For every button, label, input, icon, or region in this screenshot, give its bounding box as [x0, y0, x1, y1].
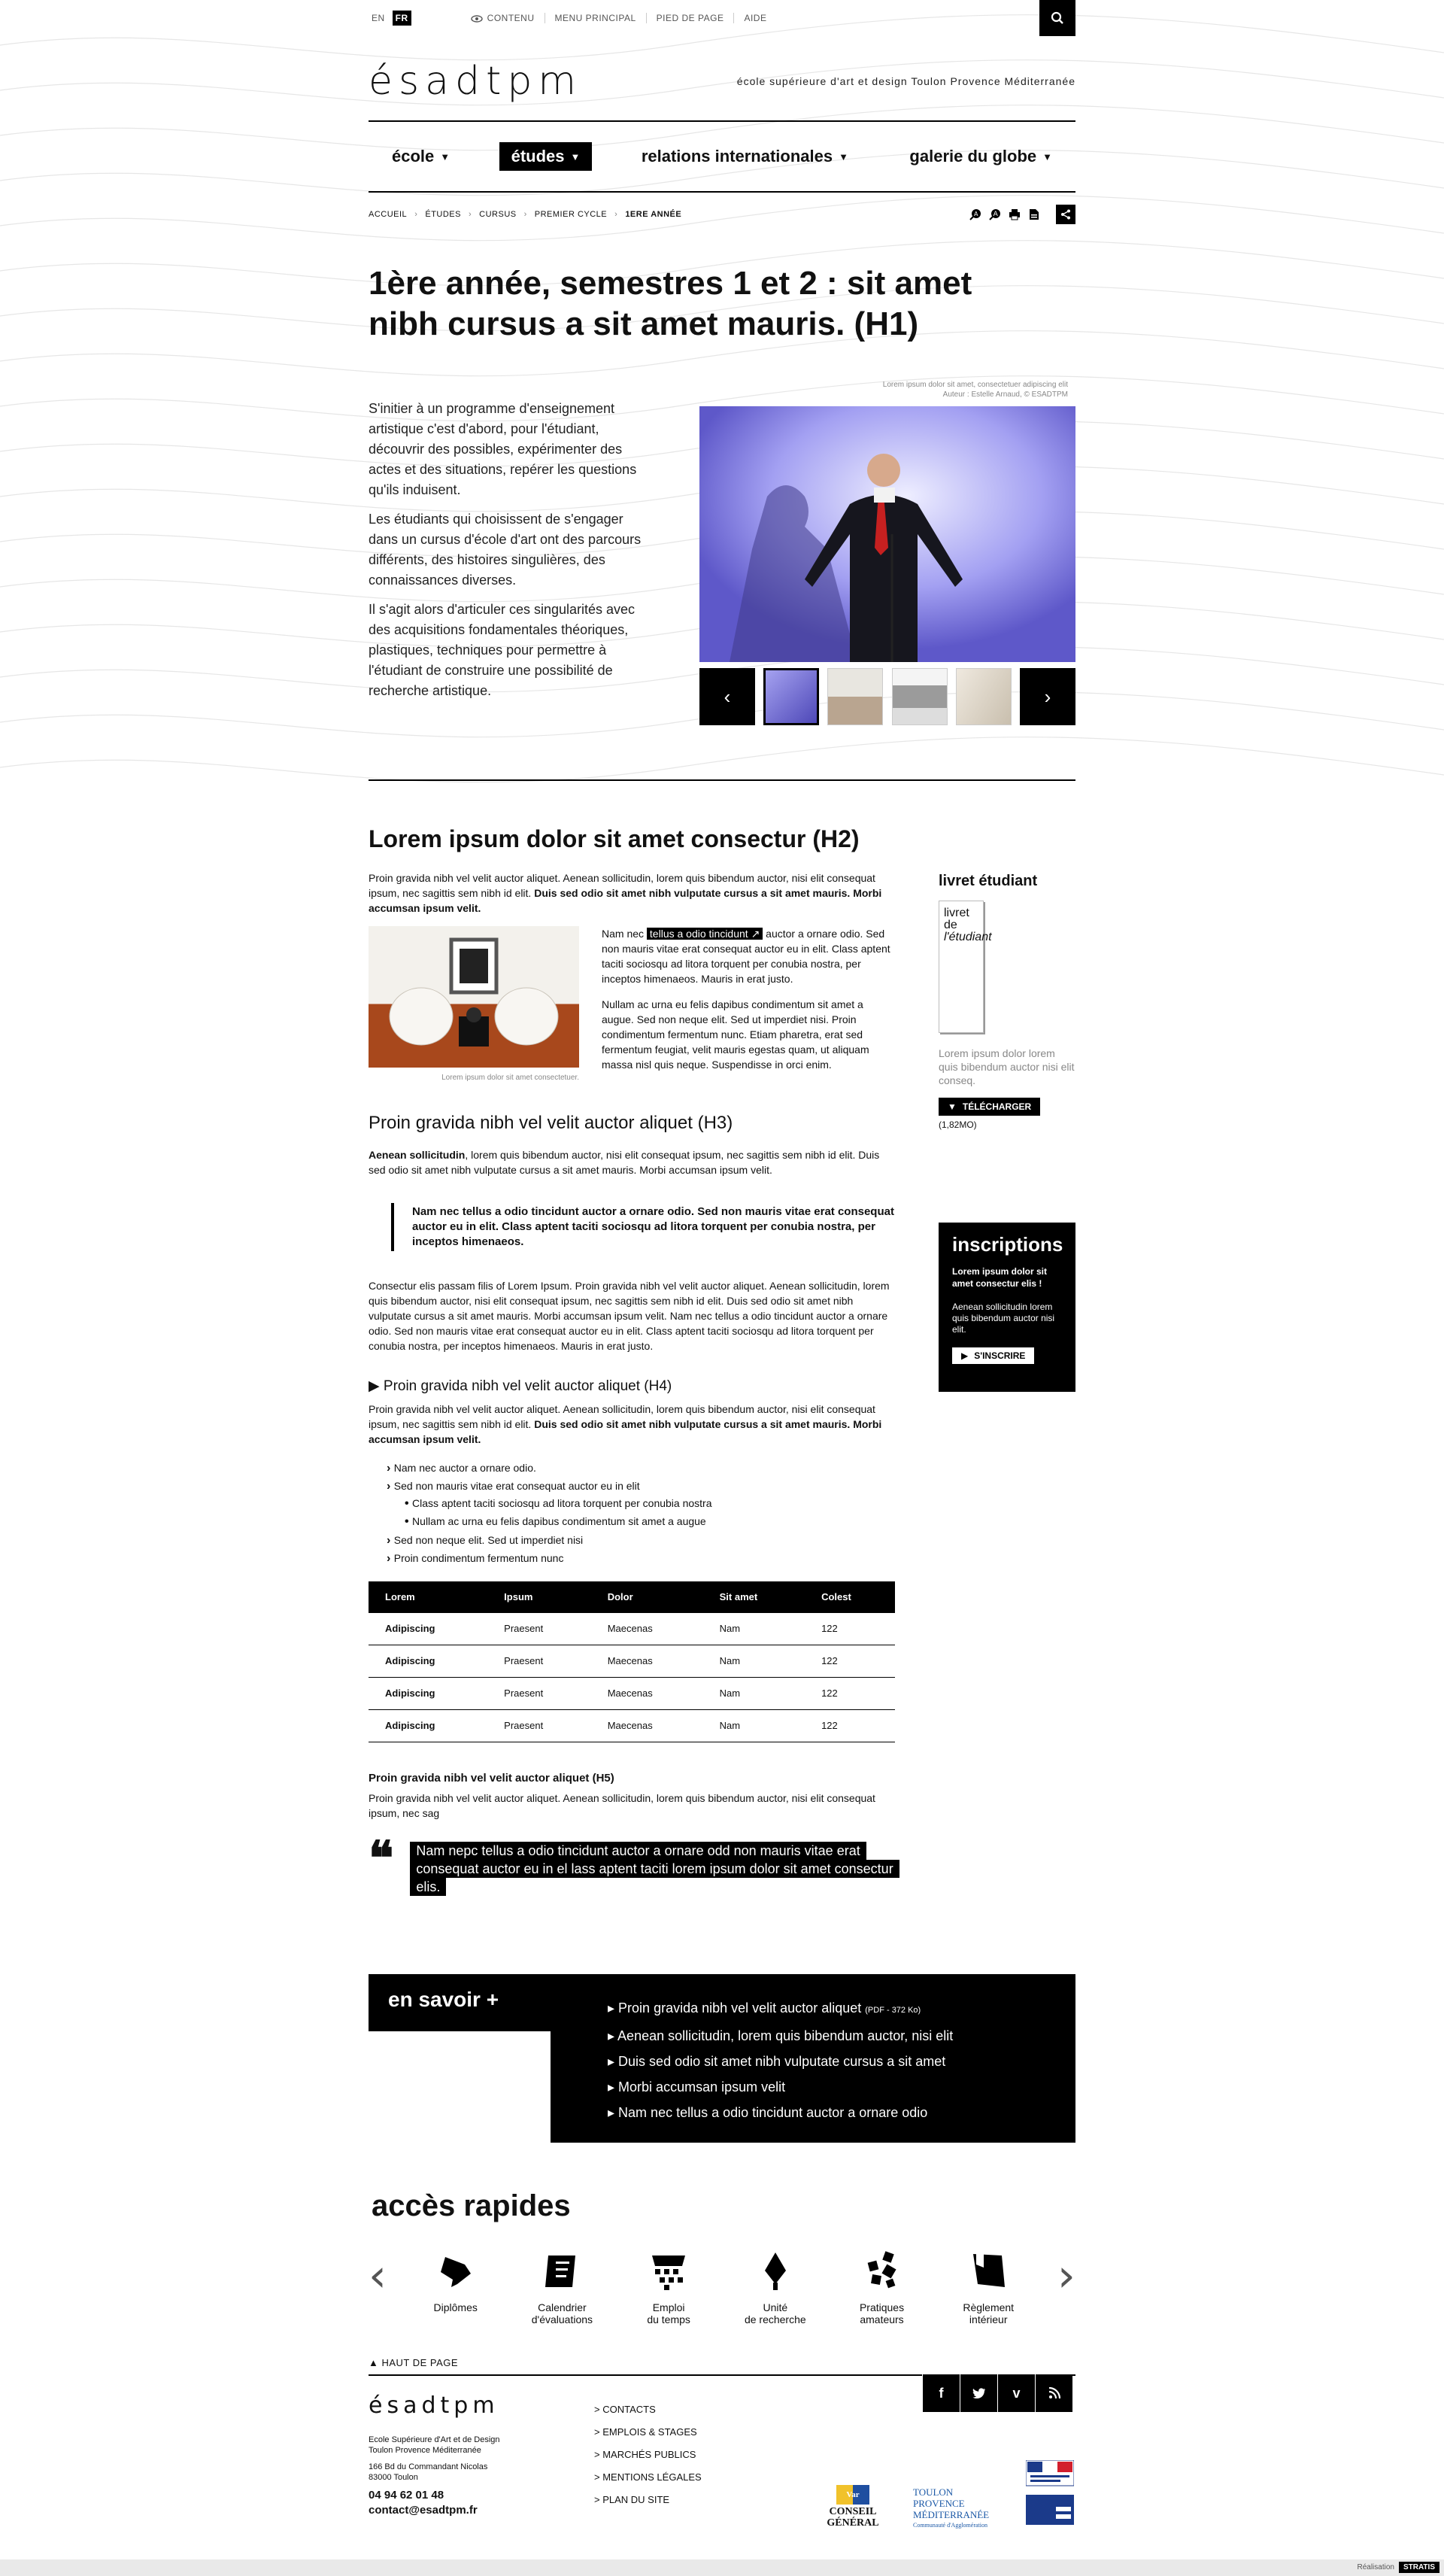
livret-title: livret étudiant: [939, 873, 1038, 889]
intro-paragraph: Il s'agit alors d'articuler ces singularités avec des acquisitions fondamentales théoriques, plastiques, techniques pour permettre à l'étudiant de construire une possibilité de recherche artistique.: [369, 602, 636, 698]
back-to-top-label: HAUT DE PAGE: [381, 2357, 459, 2368]
search-button[interactable]: [1039, 0, 1075, 36]
heading-h5: Proin gravida nibh vel velit auctor aliquet (H5): [369, 1772, 614, 1785]
footer-address: [369, 2435, 542, 2516]
partner-name: CONSEIL GÉNÉRAL: [827, 2506, 879, 2529]
footer-link[interactable]: > EMPLOIS & STAGES: [594, 2426, 697, 2438]
page-title: 1ère année, semestres 1 et 2 : sit amet nibh cursus a sit amet mauris. (H1): [369, 265, 972, 342]
table-cell: Praesent: [487, 1710, 591, 1742]
table-cell: Nam: [703, 1710, 805, 1742]
figure: [369, 926, 579, 1086]
paragraph: Nullam ac urna eu felis dapibus condimentum sit amet a augue. Sed non neque elit. Sed ut imperdiet nisi. Proin condimentum fermentum nunc. Etiam pharetra, erat sed fermentum feugiat, velit mauris egestas quam, ut aliquam massa nisl quis neque. Suspendisse in orci enim.: [602, 998, 869, 1071]
address-line: 83000 Toulon: [369, 2473, 418, 2482]
gallery-thumbnails: [699, 668, 1075, 725]
nav-galerie-du-globe[interactable]: [897, 142, 1064, 171]
table-header-cell: Dolor: [591, 1581, 703, 1613]
more-info-links: [551, 1974, 1075, 2143]
caret-down-icon: ▼: [570, 150, 581, 163]
figure-row: [369, 926, 895, 1086]
livret-cover[interactable]: [939, 901, 992, 1033]
lang-en[interactable]: EN: [372, 13, 385, 23]
carousel-prev-icon[interactable]: ‹: [369, 2249, 387, 2302]
paragraph-text: Proin gravida nibh vel velit auctor aliquet. Aenean sollicitudin, lorem quis bibendum auctor, nisi elit consequat ipsum, nec sagittis sem nibh id elit.: [369, 872, 875, 899]
more-info-link[interactable]: ▸ Aenean sollicitudin, lorem quis bibendum auctor, nisi elit: [608, 2023, 1018, 2049]
blockquote: Nam nec tellus a odio tincidunt auctor a ornare odio. Sed non mauris vitae erat consequat auctor eu in elit. Class aptent taciti sociosqu ad litora torquent per conubia nostra, per inceptos himenaeos.: [391, 1203, 895, 1251]
footer-link[interactable]: > MARCHÉS PUBLICS: [594, 2449, 696, 2460]
heading-h4: [369, 1379, 895, 1394]
credit-name[interactable]: STRATIS: [1399, 2562, 1439, 2573]
paragraph-text: Nam nec: [602, 928, 647, 940]
table-cell: Adipiscing: [369, 1613, 487, 1645]
french-republic-icon: [1026, 2460, 1074, 2525]
table-cell: Nam: [703, 1645, 805, 1678]
quick-link-label: Emploi: [652, 2301, 685, 2313]
caret-down-icon: ▼: [440, 150, 450, 163]
caret-down-icon: ▼: [1042, 150, 1052, 163]
partner-logos: [823, 2460, 1075, 2529]
external-link[interactable]: tellus a odio tincidunt ↗: [647, 928, 763, 940]
paragraph: Proin gravida nibh vel velit auctor aliquet. Aenean sollicitudin, lorem quis bibendum auctor, nisi elit consequat ipsum, nec sag: [369, 1792, 875, 1819]
sub-list-item: • Nullam ac urna eu felis dapibus condimentum sit amet a augue: [405, 1514, 895, 1530]
paragraph-bold: Duis sed odio sit amet nibh vulputate cursus a sit amet mauris. Morbi accumsan ipsum velit.: [369, 887, 882, 914]
gallery-thumb[interactable]: [892, 668, 948, 725]
quick-link-unite-recherche[interactable]: [738, 2249, 813, 2325]
table-row: [369, 1613, 895, 1645]
vimeo-icon[interactable]: v: [997, 2374, 1035, 2412]
inscriptions-box: [939, 1223, 1075, 1392]
inscriptions-title: inscriptions: [952, 1233, 1063, 1256]
inscription-button[interactable]: [952, 1347, 1034, 1364]
gallery-prev-button[interactable]: [699, 668, 755, 725]
footer-link[interactable]: > CONTACTS: [594, 2404, 656, 2415]
quick-link-label: Règlement: [963, 2301, 1015, 2313]
site-logo[interactable]: ésadtpm: [369, 59, 583, 104]
paragraph: [369, 870, 895, 916]
more-info-link-text: Proin gravida nibh vel velit auctor aliquet: [618, 2000, 862, 2016]
skip-content-link[interactable]: CONTENU: [461, 13, 545, 23]
back-to-top-link[interactable]: [369, 2357, 1075, 2368]
schedule-icon: [648, 2249, 690, 2292]
pull-quote-text-wrap: [410, 1842, 895, 1896]
photo-author: Auteur : Estelle Arnaud, © ESADTPM: [942, 390, 1068, 399]
footer-phone: 04 94 62 01 48: [369, 2489, 444, 2502]
chevron-right-icon: ›: [414, 210, 418, 219]
quick-link-label: Pratiques: [859, 2301, 905, 2313]
chevron-right-icon: ›: [1044, 685, 1051, 708]
partner-name: TOULON PROVENCE MÉDITERRANÉE: [913, 2486, 990, 2520]
paragraph-bold: Aenean sollicitudin: [369, 1149, 466, 1161]
file-meta: (PDF - 372 Ko): [865, 2006, 921, 2015]
address-line: Toulon Provence Méditerranée: [369, 2446, 481, 2455]
more-info-link[interactable]: ▸ Morbi accumsan ipsum velit: [608, 2074, 1018, 2100]
footer-link[interactable]: > PLAN DU SITE: [594, 2494, 670, 2505]
booklet-line: de: [944, 919, 957, 931]
quick-link-label: Diplômes: [433, 2301, 478, 2313]
svg-text:A: A: [974, 211, 978, 217]
table-cell: 122: [805, 1613, 895, 1645]
quick-link-label: de recherche: [744, 2313, 806, 2325]
conseil-general-logo[interactable]: [823, 2485, 883, 2529]
table-cell: Adipiscing: [369, 1710, 487, 1742]
photo-illustration: [699, 406, 1075, 662]
caret-down-icon: ▼: [839, 150, 848, 163]
inscription-label: S'INSCRIRE: [974, 1350, 1026, 1361]
share-button[interactable]: [1056, 205, 1075, 224]
skip-footer-link[interactable]: PIED DE PAGE: [647, 13, 735, 23]
quick-link-label: du temps: [647, 2313, 690, 2325]
var-badge: Var: [836, 2485, 869, 2505]
list-item: › Nam nec auctor a ornare odio.: [387, 1460, 895, 1476]
credit-label: Réalisation: [1357, 2563, 1394, 2571]
intro-paragraph: Les étudiants qui choisissent de s'engager dans un cursus d'école d'art ont des parcours différents, des histoires singulières, des connaissances diverses.: [369, 512, 642, 588]
list-item-text: Sed non mauris vitae erat consequat auctor eu in elit: [393, 1480, 640, 1492]
list-item: › Sed non neque elit. Sed ut imperdiet nisi: [387, 1533, 895, 1548]
breadcrumb-etudes[interactable]: ÉTUDES: [425, 210, 461, 219]
quick-link-emploi-du-temps[interactable]: [631, 2249, 706, 2325]
gallery-thumb[interactable]: [827, 668, 883, 725]
breadcrumb-premier-cycle[interactable]: PREMIER CYCLE: [534, 210, 608, 219]
nav-label: études: [511, 147, 565, 166]
table-header-cell: Colest: [805, 1581, 895, 1613]
quick-link-label: amateurs: [860, 2313, 904, 2325]
breadcrumb-current: 1ERE ANNÉE: [625, 210, 682, 219]
text-decrease-icon[interactable]: [969, 208, 982, 221]
table-cell: Praesent: [487, 1613, 591, 1645]
paragraph-text: Proin gravida nibh vel velit auctor aliquet. Aenean sollicitudin, lorem quis bibendum auctor, nisi elit consequat ipsum, nec sagittis sem nibh id elit.: [369, 1403, 875, 1430]
text-increase-icon[interactable]: [988, 208, 1002, 221]
bullet-list: [387, 1460, 895, 1566]
more-info-link[interactable]: ▸ Nam nec tellus a odio tincidunt auctor a ornare odio: [608, 2100, 1018, 2125]
skip-menu-link[interactable]: MENU PRINCIPAL: [545, 13, 647, 23]
skip-links: [461, 13, 777, 23]
paragraph-text: , lorem quis bibendum auctor, nisi elit consequat ipsum, nec sagittis sem nibh id elit. Duis sed odio sit amet nibh vulputate cursus a sit amet mauris. Morbi accumsan ipsum velit.: [369, 1149, 880, 1176]
table-cell: Adipiscing: [369, 1678, 487, 1710]
footer-links: [594, 2398, 790, 2511]
table-cell: 122: [805, 1710, 895, 1742]
triangle-right-icon: ▶: [369, 1378, 384, 1394]
gallery-main-photo: [699, 406, 1075, 662]
quote-mark-icon: ❝: [369, 1830, 394, 1885]
inscriptions-text: Aenean sollicitudin lorem quis bibendum auctor nisi elit.: [952, 1302, 1055, 1335]
nav-ecole[interactable]: [380, 142, 462, 171]
nav-label: école: [392, 147, 435, 166]
brand-header: [369, 59, 1075, 104]
table-row: [369, 1710, 895, 1742]
quick-link-label: Calendrier: [538, 2301, 587, 2313]
chevron-right-icon: ›: [523, 210, 527, 219]
practice-icon: [861, 2249, 903, 2292]
file-size: (1,82MO): [939, 1119, 977, 1130]
chevron-right-icon: ›: [468, 210, 472, 219]
search-icon: [1051, 11, 1064, 25]
paragraph-text: auctor a ornare odio. Sed non mauris vitae erat consequat auctor eu in elit. Class aptent taciti sociosqu ad litora torquent per conubia nostra, per inceptos himenaeos. Mauris in erat justo.: [602, 928, 890, 985]
table-cell: 122: [805, 1678, 895, 1710]
footer-logo[interactable]: ésadtpm: [369, 2392, 499, 2419]
sub-list-item: • Class aptent taciti sociosqu ad litora torquent per conubia nostra: [405, 1496, 895, 1511]
data-table: [369, 1581, 895, 1742]
research-icon: [754, 2249, 796, 2292]
main-nav: [369, 120, 1075, 193]
intro-paragraph: S'initier à un programme d'enseignement artistique c'est d'abord, pour l'étudiant, découvrir des possibles, expérimenter des actes et des situations, repérer les questions qu'ils induisent.: [369, 401, 637, 497]
quick-link-pratiques-amateurs[interactable]: [845, 2249, 920, 2325]
paragraph: [369, 1402, 895, 1447]
quick-access-carousel: [369, 2249, 1075, 2332]
breadcrumb: [369, 210, 681, 219]
article-content: [369, 824, 895, 1896]
quick-link-calendrier[interactable]: [524, 2249, 599, 2325]
table-cell: Maecenas: [591, 1613, 703, 1645]
more-info-title: en savoir +: [369, 1974, 553, 2031]
paragraph-bold: Duis sed odio sit amet nibh vulputate cursus a sit amet mauris. Morbi accumsan ipsum velit.: [369, 1418, 882, 1445]
gallery-thumb[interactable]: [956, 668, 1012, 725]
photo-caption-text: Lorem ipsum dolor sit amet, consectetuer adipiscing elit: [882, 381, 1068, 389]
booklet-line: livret: [944, 907, 969, 919]
nav-label: relations internationales: [641, 147, 833, 166]
download-label: TÉLÉCHARGER: [962, 1101, 1032, 1112]
site-tagline: école supérieure d'art et design Toulon Provence Méditerranée: [736, 75, 1075, 87]
table-header-row: [369, 1581, 895, 1613]
table-cell: Nam: [703, 1613, 805, 1645]
heading-h2: Lorem ipsum dolor sit amet consectur (H2): [369, 825, 860, 852]
table-cell: Nam: [703, 1678, 805, 1710]
gallery-next-button[interactable]: [1020, 668, 1075, 725]
table-cell: Praesent: [487, 1678, 591, 1710]
table-header-cell: Sit amet: [703, 1581, 805, 1613]
quick-link-diplomes[interactable]: [418, 2249, 493, 2313]
tpm-logo[interactable]: [913, 2486, 996, 2529]
figure-side-text: [602, 926, 895, 1086]
sub-list: [405, 1496, 895, 1530]
table-header-cell: Ipsum: [487, 1581, 591, 1613]
table-cell: 122: [805, 1645, 895, 1678]
pull-quote: [369, 1830, 895, 1896]
breadcrumb-cursus[interactable]: CURSUS: [479, 210, 517, 219]
pull-quote-text: Nam nepc tellus a odio tincidunt auctor a ornare odd non mauris vitae erat consequat auctor eu in el lass aptent taciti lorem ipsum dolor sit amet consectur elis.: [410, 1842, 899, 1896]
chevron-right-icon: ›: [614, 210, 618, 219]
section-divider: [369, 779, 1075, 781]
paragraph: [369, 1147, 895, 1177]
footer-link[interactable]: > MENTIONS LÉGALES: [594, 2471, 702, 2483]
partner-sub: Communauté d'Agglomération: [913, 2522, 987, 2529]
download-button[interactable]: [939, 1098, 1040, 1116]
paragraph: Consectur elis passam filis of Lorem Ipsum. Proin gravida nibh vel velit auctor aliquet. Aenean sollicitudin, lorem quis bibendum auctor, nisi elit consequat ipsum, nec sagittis sem nibh id elit. Duis sed odio sit amet nibh vulputate cursus a sit amet mauris. Morbi accumsan ipsum velit. Nam nec tellus a odio tincidunt auctor a ornare odio. Sed non mauris vitae erat consequat auctor eu in elit. Class aptent taciti sociosqu ad litora torquent per conubia nostra, per inceptos himenaeos. Mauris in erat justo.: [369, 1280, 890, 1352]
caret-down-icon: ▼: [948, 1101, 957, 1112]
heading-h4-text: Proin gravida nibh vel velit auctor aliquet (H4): [383, 1378, 672, 1394]
figure-image: [369, 926, 579, 1068]
eye-icon: [471, 15, 483, 23]
lang-fr[interactable]: FR: [393, 11, 411, 26]
heading-h3: Proin gravida nibh vel velit auctor aliquet (H3): [369, 1113, 733, 1133]
ministere-logo[interactable]: [1026, 2460, 1074, 2529]
figure-caption: Lorem ipsum dolor sit amet consectetuer.: [441, 1074, 579, 1082]
more-info-link[interactable]: ▸ Duis sed odio sit amet nibh vulputate cursus a sit amet: [608, 2049, 1018, 2074]
share-icon: [1060, 209, 1071, 220]
photo-caption: [692, 380, 1068, 399]
document-icon[interactable]: [1027, 208, 1041, 221]
nav-relations-internationales[interactable]: [629, 142, 860, 171]
quick-access-title: accès rapides: [372, 2189, 571, 2222]
breadcrumb-accueil[interactable]: ACCUEIL: [369, 210, 408, 219]
bottom-credit-bar: [0, 2559, 1444, 2576]
inscriptions-lead: Lorem ipsum dolor sit amet consectur elis !: [952, 1266, 1048, 1289]
carousel-next-icon[interactable]: ›: [1057, 2249, 1075, 2302]
diploma-icon: [435, 2249, 477, 2292]
breadcrumb-row: [369, 202, 1075, 227]
table-cell: Adipiscing: [369, 1645, 487, 1678]
booklet-line: l'étudiant: [944, 931, 992, 943]
footer-email[interactable]: contact@esadtpm.fr: [369, 2504, 478, 2517]
intro-text: [369, 399, 654, 710]
quick-link-reglement[interactable]: [951, 2249, 1026, 2325]
table-cell: Maecenas: [591, 1710, 703, 1742]
quick-link-label: d'évaluations: [531, 2313, 593, 2325]
table-cell: Maecenas: [591, 1678, 703, 1710]
more-info-block: [369, 1974, 1075, 2143]
list-item: › Proin condimentum fermentum nunc: [387, 1551, 895, 1566]
help-link[interactable]: AIDE: [744, 13, 767, 23]
paragraph: [602, 926, 895, 986]
facebook-icon[interactable]: f: [922, 2374, 960, 2412]
more-info-link[interactable]: [608, 1995, 1018, 2023]
table-row: [369, 1678, 895, 1710]
table-header-cell: Lorem: [369, 1581, 487, 1613]
calendar-icon: [541, 2249, 583, 2292]
list-item: [387, 1478, 895, 1530]
top-bar: [369, 0, 1075, 36]
rules-icon: [967, 2249, 1009, 2292]
address-line: 166 Bd du Commandant Nicolas: [369, 2462, 488, 2471]
page-tools: [969, 205, 1075, 224]
chevron-left-icon: ‹: [724, 685, 731, 708]
gallery-thumb[interactable]: [763, 668, 819, 725]
table-row: [369, 1645, 895, 1678]
svg-text:A: A: [993, 211, 999, 218]
address-line: Ecole Supérieure d'Art et de Design: [369, 2435, 500, 2444]
quick-link-label: Unité: [763, 2301, 788, 2313]
quick-link-label: intérieur: [969, 2313, 1008, 2325]
credit: [1357, 2562, 1439, 2573]
nav-etudes[interactable]: [499, 142, 593, 171]
triangle-right-icon: ▶: [961, 1350, 969, 1361]
print-icon[interactable]: [1008, 208, 1021, 221]
nav-label: galerie du globe: [909, 147, 1037, 166]
table-cell: Maecenas: [591, 1645, 703, 1678]
triangle-up-icon: ▲: [369, 2357, 382, 2368]
livret-description: Lorem ipsum dolor lorem quis bibendum auctor nisi elit conseq.: [939, 1047, 1075, 1086]
table-cell: Praesent: [487, 1645, 591, 1678]
sidebar-livret: [939, 873, 1075, 1130]
